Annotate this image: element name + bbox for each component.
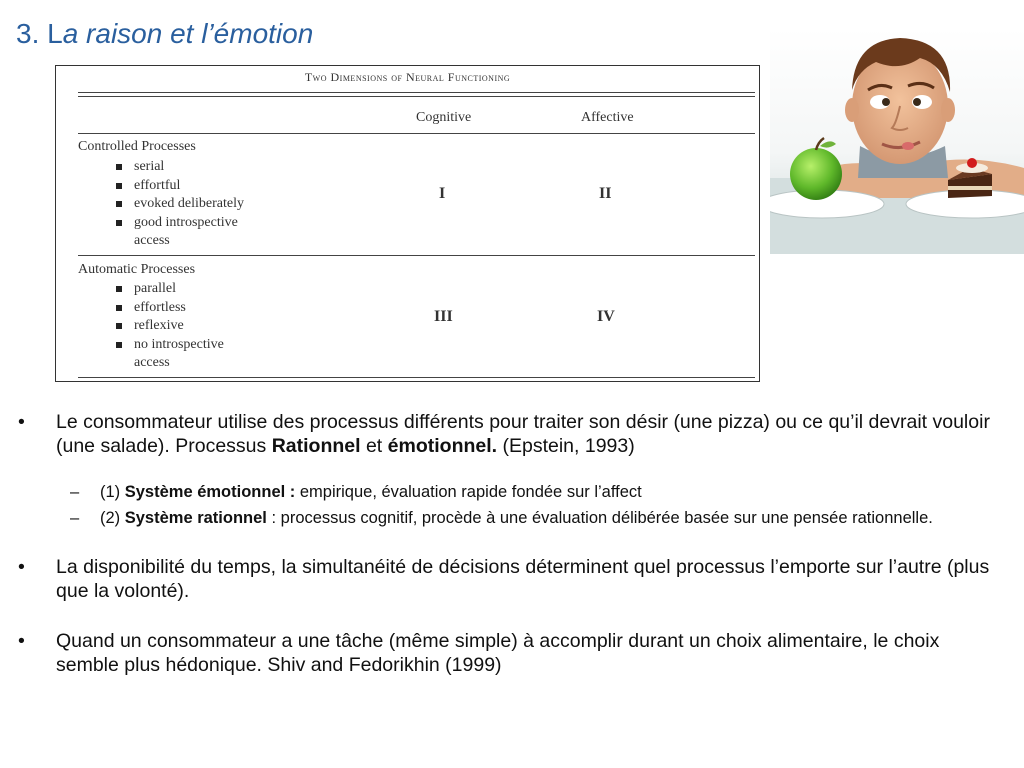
square-bullet-icon <box>116 183 122 189</box>
cell-iv: IV <box>597 308 615 325</box>
table-rule-middle <box>78 255 755 256</box>
man-apple-cake-photo <box>770 28 1024 254</box>
photo-illustration <box>770 28 1024 254</box>
list-item: no introspective <box>134 336 224 355</box>
dash-icon: – <box>70 483 80 501</box>
bullet-icon: • <box>18 556 25 578</box>
title-prefix: 3. L <box>16 18 63 49</box>
bold-systeme-emotionnel: Système émotionnel : <box>124 483 296 501</box>
list-item: reflexive <box>134 317 224 336</box>
table-rule-header <box>78 133 755 134</box>
square-bullet-icon <box>116 286 122 292</box>
list-item: good introspective <box>134 214 244 233</box>
bold-rationnel: Rationnel <box>271 435 361 457</box>
controlled-processes-label: Controlled Processes <box>78 139 196 154</box>
list-item: evoked deliberately <box>134 195 244 214</box>
col-header-affective: Affective <box>581 110 634 125</box>
table-rule-bottom <box>78 377 755 378</box>
bullet-2: • La disponibilité du temps, la simultanéité de décisions déterminent quel processus l’emporte sur l’autre (plus que la volonté). <box>18 556 990 602</box>
square-bullet-icon <box>116 220 122 226</box>
cell-i: I <box>439 185 446 202</box>
title-italic: a raison et l’émotion <box>62 18 314 49</box>
slide-body <box>16 410 1006 677</box>
automatic-processes-list <box>134 280 224 373</box>
slide-title <box>16 18 313 50</box>
bullet-icon: • <box>18 630 25 652</box>
square-bullet-icon <box>116 305 122 311</box>
list-item-continuation: access <box>134 233 170 248</box>
square-bullet-icon <box>116 201 122 207</box>
sub-bullet-2: – (2) Système rationnel : processus cognitif, procède à une évaluation délibérée basée sur une pensée rationnelle. <box>70 509 933 527</box>
list-item: effortful <box>134 177 244 196</box>
square-bullet-icon <box>116 323 122 329</box>
cell-ii: II <box>599 185 612 202</box>
cell-iii: III <box>434 308 453 325</box>
list-item: serial <box>134 158 244 177</box>
neural-functioning-table <box>55 65 760 382</box>
square-bullet-icon <box>116 164 122 170</box>
bullet-icon: • <box>18 411 25 433</box>
controlled-processes-list <box>134 158 244 251</box>
bold-emotionnel: émotionnel. <box>387 435 498 457</box>
list-item: parallel <box>134 280 224 299</box>
list-item: effortless <box>134 299 224 318</box>
dash-icon: – <box>70 509 80 527</box>
table-rule-top <box>78 92 755 93</box>
list-item-continuation: access <box>134 355 170 370</box>
sub-bullet-1: – (1) Système émotionnel : empirique, évaluation rapide fondée sur l’affect <box>70 483 642 501</box>
automatic-processes-label: Automatic Processes <box>78 262 196 277</box>
bold-systeme-rationnel: Système rationnel <box>124 509 267 527</box>
table-title: Two Dimensions of Neural Functioning <box>304 70 511 84</box>
bullet-3: • Quand un consommateur a une tâche (même simple) à accomplir durant un choix alimentaire, le choix semble plus hédonique. Shiv and Fedorikhin (1999) <box>18 630 940 676</box>
table-rule-top-2 <box>78 96 755 97</box>
bullet-1: • Le consommateur utilise des processus différents pour traiter son désir (une pizza) ou ce qu’il devrait vouloir (une salade). Processus Rationnel et émotionnel. (Epstein, 1993) <box>18 411 990 457</box>
square-bullet-icon <box>116 342 122 348</box>
col-header-cognitive: Cognitive <box>416 110 472 125</box>
